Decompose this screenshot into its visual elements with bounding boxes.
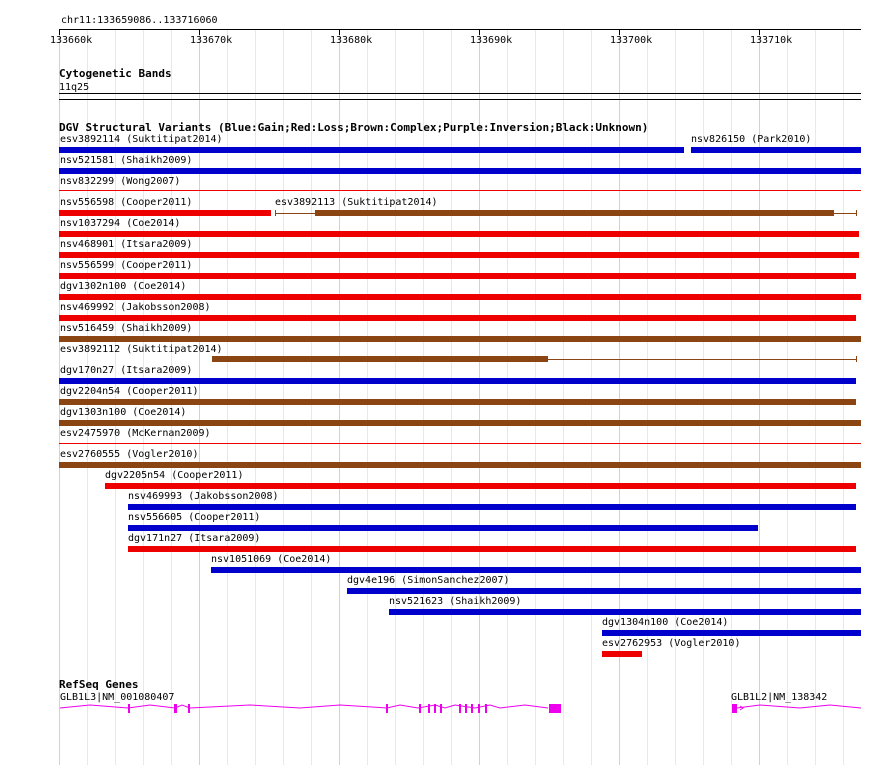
variant-loss-bar[interactable] [602, 651, 642, 657]
variant-complex-bar[interactable] [59, 336, 861, 342]
grid-line [451, 30, 452, 765]
grid-line [591, 30, 592, 765]
tick-label: 133680k [330, 35, 373, 46]
grid-line [255, 30, 256, 765]
variant-label[interactable]: nsv468901 (Itsara2009) [60, 239, 193, 250]
grid-line [647, 30, 648, 765]
variant-label[interactable]: dgv2204n54 (Cooper2011) [60, 386, 199, 397]
variant-label[interactable]: dgv4e196 (SimonSanchez2007) [347, 575, 510, 586]
variant-loss-bar[interactable] [59, 231, 859, 237]
variant-label[interactable]: nsv556605 (Cooper2011) [128, 512, 261, 523]
variant-complex-bar[interactable] [212, 356, 548, 362]
ruler-line [59, 29, 861, 30]
variant-label[interactable]: esv3892113 (Suktitipat2014) [275, 197, 438, 208]
variant-label[interactable]: nsv1037294 (Coe2014) [60, 218, 181, 229]
grid-line [507, 30, 508, 765]
grid-line [843, 30, 844, 765]
gene-label[interactable]: GLB1L3|NM_001080407 [60, 692, 175, 703]
variant-gain-bar[interactable] [691, 147, 861, 153]
cytoband-line-top [59, 93, 861, 94]
grid-line [367, 30, 368, 765]
track-title: Cytogenetic Bands [59, 67, 172, 80]
grid-line [479, 30, 480, 765]
tick-label: 133670k [190, 35, 233, 46]
variant-complex-bar[interactable] [59, 399, 856, 405]
variant-label[interactable]: nsv521623 (Shaikh2009) [389, 596, 522, 607]
grid-line [227, 30, 228, 765]
track-title: DGV Structural Variants (Blue:Gain;Red:Loss;Brown:Complex;Purple:Inversion;Black:Unknown) [59, 121, 649, 134]
variant-label[interactable]: nsv469993 (Jakobsson2008) [128, 491, 279, 502]
grid-line [283, 30, 284, 765]
variant-label[interactable]: nsv556599 (Cooper2011) [60, 260, 193, 271]
variant-label[interactable]: nsv469992 (Jakobsson2008) [60, 302, 211, 313]
grid-line [423, 30, 424, 765]
variant-loss-bar[interactable] [105, 483, 856, 489]
tick-label: 133700k [610, 35, 653, 46]
variant-label[interactable]: esv2760555 (Vogler2010) [60, 449, 199, 460]
variant-label[interactable]: nsv832299 (Wong2007) [60, 176, 181, 187]
variant-label[interactable]: dgv1304n100 (Coe2014) [602, 617, 729, 628]
region-label: chr11:133659086..133716060 [61, 15, 218, 26]
tick-label: 133710k [750, 35, 793, 46]
variant-label[interactable]: nsv556598 (Cooper2011) [60, 197, 193, 208]
variant-label[interactable]: nsv1051069 (Coe2014) [211, 554, 332, 565]
variant-label[interactable]: esv3892114 (Suktitipat2014) [60, 134, 223, 145]
variant-gain-bar[interactable] [602, 630, 861, 636]
variant-loss-bar[interactable] [59, 315, 856, 321]
variant-gain-bar[interactable] [128, 525, 758, 531]
grid-line [815, 30, 816, 765]
variant-label[interactable]: esv3892112 (Suktitipat2014) [60, 344, 223, 355]
variant-loss-bar[interactable] [59, 273, 856, 279]
variant-loss-bar[interactable] [59, 294, 861, 300]
variant-label[interactable]: nsv521581 (Shaikh2009) [60, 155, 193, 166]
variant-label[interactable]: nsv826150 (Park2010) [691, 134, 812, 145]
grid-line [675, 30, 676, 765]
variant-complex-bar[interactable] [315, 210, 834, 216]
variant-label[interactable]: dgv2205n54 (Cooper2011) [105, 470, 244, 481]
variant-complex-bar[interactable] [59, 462, 861, 468]
variant-loss-line[interactable] [59, 190, 861, 191]
variant-gain-bar[interactable] [128, 504, 856, 510]
tick-label: 133660k [50, 35, 93, 46]
variant-complex-bar[interactable] [59, 420, 861, 426]
grid-line [395, 30, 396, 765]
grid-line [311, 30, 312, 765]
variant-gain-bar[interactable] [389, 609, 861, 615]
variant-loss-bar[interactable] [128, 546, 856, 552]
variant-gain-bar[interactable] [211, 567, 861, 573]
grid-line [339, 30, 340, 765]
variant-gain-bar[interactable] [347, 588, 861, 594]
variant-loss-bar[interactable] [59, 252, 859, 258]
variant-label[interactable]: dgv1302n100 (Coe2014) [60, 281, 187, 292]
variant-label[interactable]: nsv516459 (Shaikh2009) [60, 323, 193, 334]
gene-label[interactable]: GLB1L2|NM_138342 [731, 692, 828, 703]
variant-label[interactable]: dgv1303n100 (Coe2014) [60, 407, 187, 418]
variant-gain-bar[interactable] [59, 168, 861, 174]
variant-label[interactable]: esv2762953 (Vogler2010) [602, 638, 741, 649]
variant-loss-bar[interactable] [59, 210, 271, 216]
variant-complex-tick [856, 210, 857, 216]
variant-label[interactable]: esv2475970 (McKernan2009) [60, 428, 211, 439]
track-title: RefSeq Genes [59, 678, 139, 691]
variant-loss-line[interactable] [59, 443, 861, 444]
gene-model-glb1l2[interactable] [0, 700, 890, 720]
variant-label[interactable]: dgv171n27 (Itsara2009) [128, 533, 261, 544]
grid-line [535, 30, 536, 765]
cytoband-line-bottom [59, 99, 861, 100]
variant-label[interactable]: dgv170n27 (Itsara2009) [60, 365, 193, 376]
variant-gain-bar[interactable] [59, 378, 856, 384]
variant-complex-tick [275, 210, 276, 216]
cytoband-label: 11q25 [59, 82, 90, 93]
grid-line [563, 30, 564, 765]
variant-gain-bar[interactable] [59, 147, 684, 153]
tick-label: 133690k [470, 35, 513, 46]
variant-complex-tick [856, 356, 857, 362]
